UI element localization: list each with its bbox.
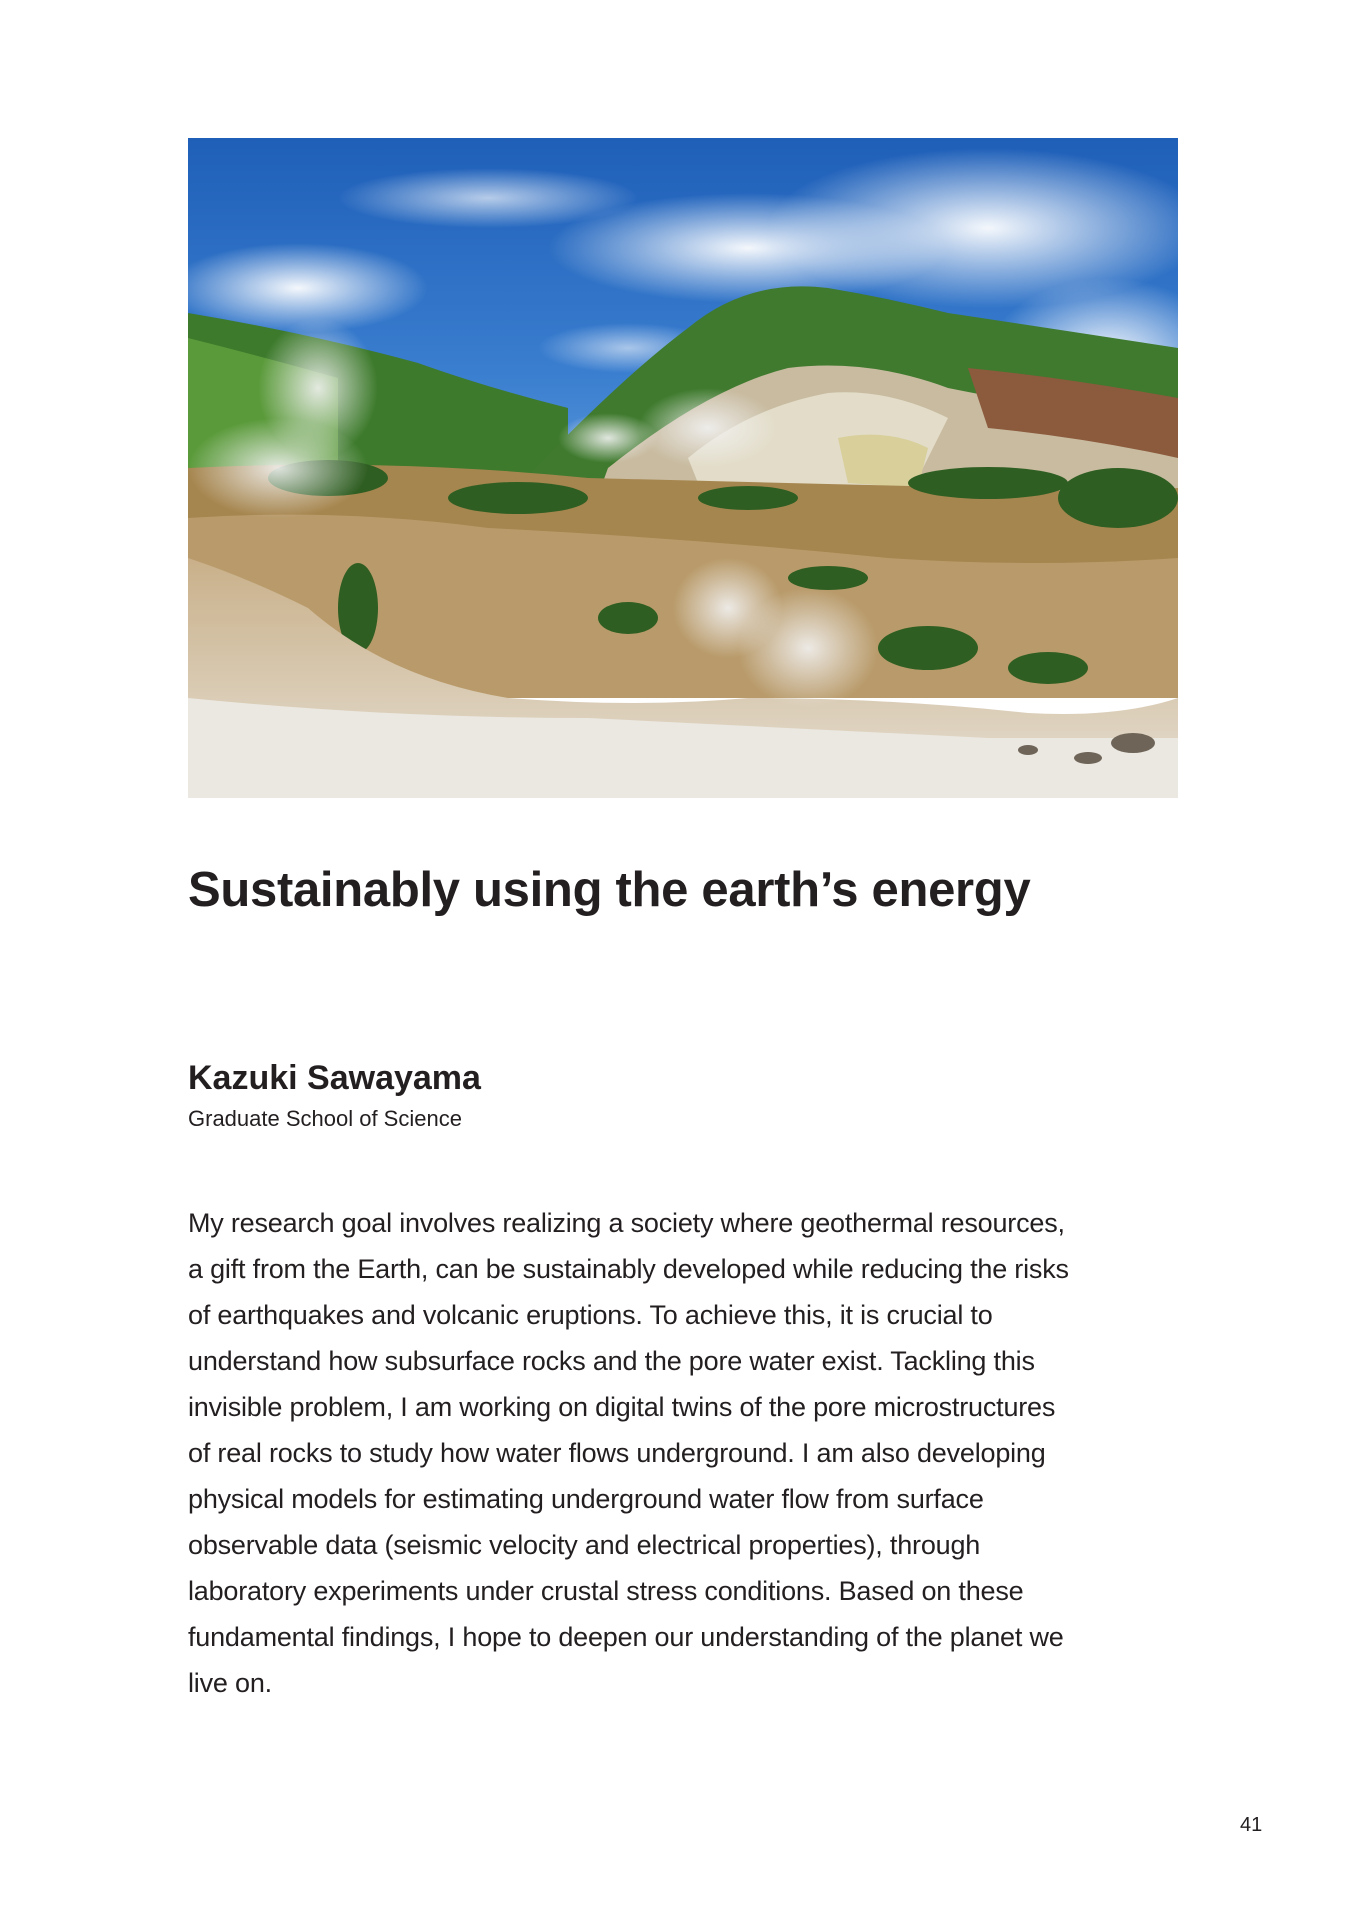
body-line: a gift from the Earth, can be sustainably developed while reducing the risks <box>188 1254 1069 1284</box>
volcanic-valley-illustration <box>188 138 1178 798</box>
body-line: physical models for estimating underground water flow from surface <box>188 1484 984 1514</box>
article-title: Sustainably using the earth’s energy <box>188 863 1031 917</box>
body-line: of earthquakes and volcanic eruptions. To achieve this, it is crucial to <box>188 1300 993 1330</box>
geothermal-landscape-photo <box>188 138 1178 798</box>
author-affiliation: Graduate School of Science <box>188 1106 462 1131</box>
body-line: observable data (seismic velocity and electrical properties), through <box>188 1530 981 1560</box>
body-line: live on. <box>188 1668 272 1698</box>
body-line: laboratory experiments under crustal stress conditions. Based on these <box>188 1576 1024 1606</box>
article-body <box>188 1200 1188 1706</box>
body-line: understand how subsurface rocks and the pore water exist. Tackling this <box>188 1346 1035 1376</box>
body-line: fundamental findings, I hope to deepen our understanding of the planet we <box>188 1622 1064 1652</box>
author-name: Kazuki Sawayama <box>188 1059 481 1097</box>
page-number: 41 <box>1240 1814 1263 1836</box>
body-line: My research goal involves realizing a society where geothermal resources, <box>188 1208 1065 1238</box>
body-line: of real rocks to study how water flows underground. I am also developing <box>188 1438 1046 1468</box>
body-line: invisible problem, I am working on digital twins of the pore microstructures <box>188 1392 1056 1422</box>
